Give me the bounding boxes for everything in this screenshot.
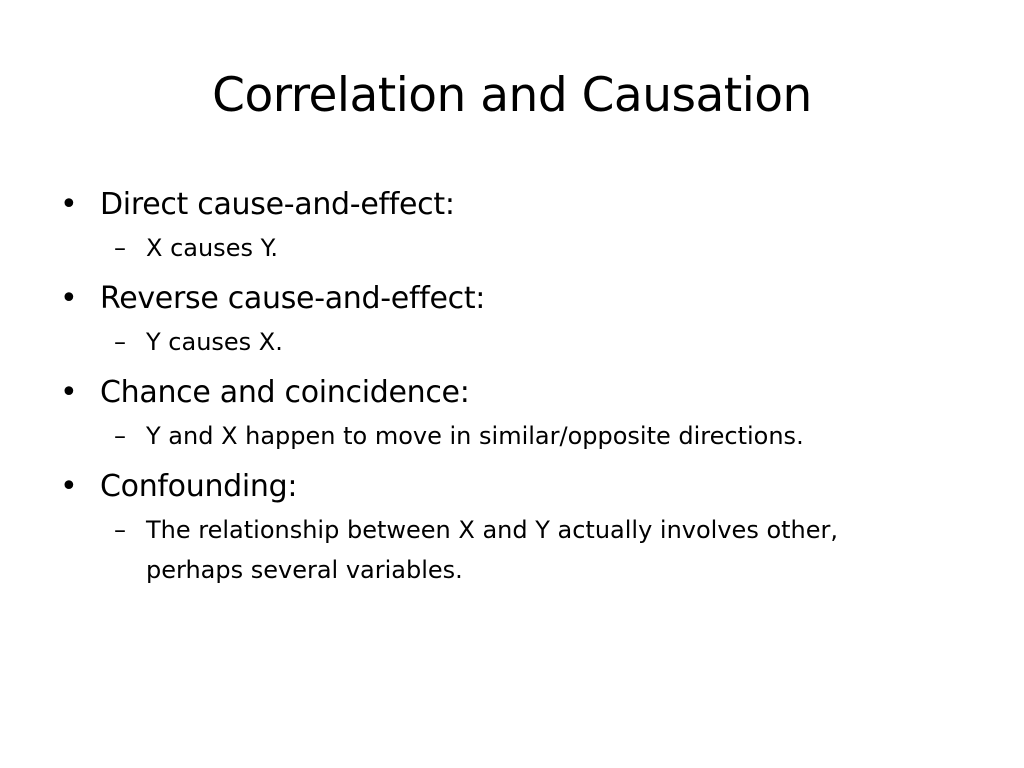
bullet-icon: • bbox=[60, 375, 78, 410]
bullet-icon: • bbox=[60, 187, 78, 222]
bullet-item bbox=[56, 182, 956, 228]
dash-icon: – bbox=[114, 234, 126, 262]
slide-body bbox=[56, 182, 956, 598]
bullet-item bbox=[56, 464, 956, 510]
bullet-text: Direct cause-and-effect: bbox=[100, 187, 455, 222]
sub-bullet-item bbox=[56, 228, 956, 268]
sub-bullet-item bbox=[56, 322, 956, 362]
bullet-item bbox=[56, 276, 956, 322]
sub-bullet-text: Y and X happen to move in similar/opposite directions. bbox=[146, 422, 804, 450]
sub-bullet-text: The relationship between X and Y actually involves other, perhaps several variables. bbox=[146, 516, 839, 584]
dash-icon: – bbox=[114, 422, 126, 450]
sub-bullet-item bbox=[56, 416, 956, 456]
bullet-icon: • bbox=[60, 281, 78, 316]
bullet-icon: • bbox=[60, 469, 78, 504]
sub-bullet-text: X causes Y. bbox=[146, 234, 279, 262]
sub-bullet-text: Y causes X. bbox=[146, 328, 283, 356]
dash-icon: – bbox=[114, 328, 126, 356]
bullet-item bbox=[56, 370, 956, 416]
sub-bullet-item bbox=[56, 510, 956, 590]
bullet-text: Reverse cause-and-effect: bbox=[100, 281, 486, 316]
bullet-text: Chance and coincidence: bbox=[100, 375, 470, 410]
slide-title: Correlation and Causation bbox=[212, 68, 812, 123]
dash-icon: – bbox=[114, 516, 126, 544]
bullet-text: Confounding: bbox=[100, 469, 298, 504]
